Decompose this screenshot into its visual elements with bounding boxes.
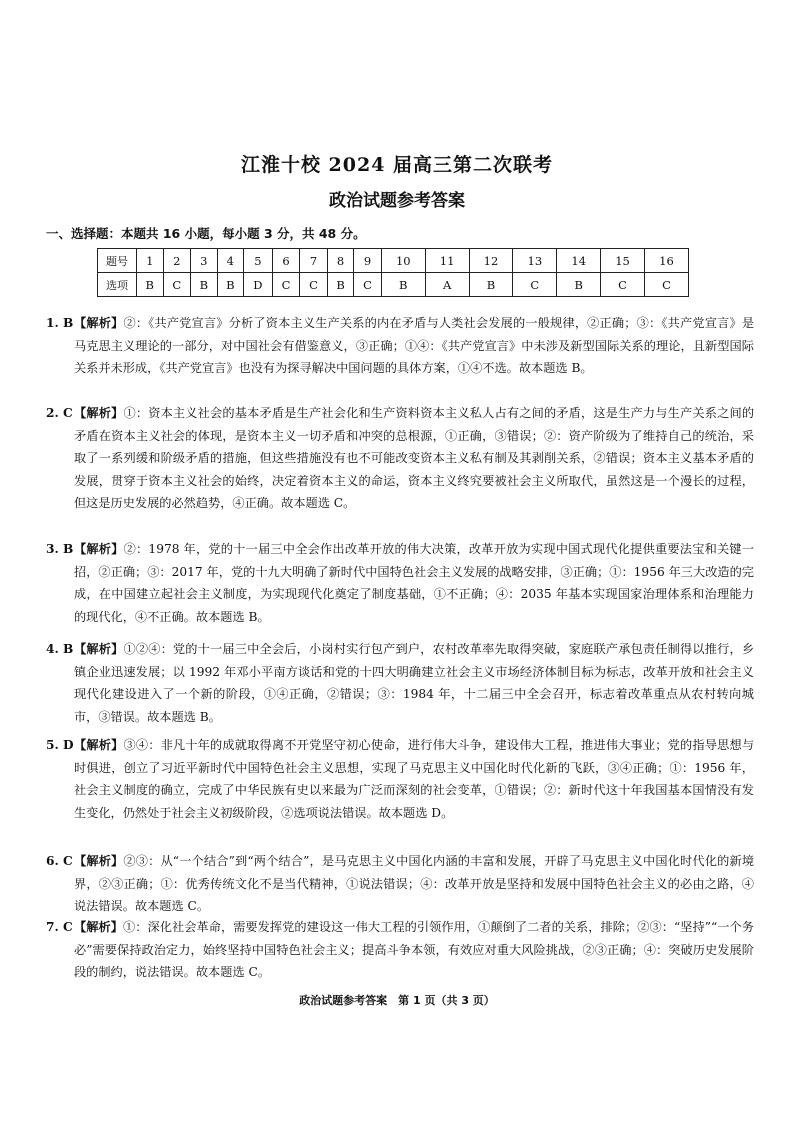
explanation-number: 2. C	[46, 406, 73, 420]
explanation-text: ②③：从“一个结合”到“两个结合”，是马克思主义中国化内涵的丰富和发展，开辟了马克思主义中国化时代化的新境界，②③正确；①：优秀传统文化不是当代精神，①说法错误；④：改革开放是坚持和发展中国特色社会主义的必由之路，④说法错误。故本题选 C。	[74, 854, 755, 914]
answer-option: A	[425, 273, 469, 297]
explanation-tag: 【解析】	[74, 542, 124, 556]
answer-table	[97, 248, 689, 297]
explanation-text: ①：深化社会革命，需要发挥党的建设这一伟大工程的引领作用，①颠倒了二者的关系，排除；②③：“坚持”“一个务必”需要保持政治定力，始终坚持中国特色社会主义；提高斗争本领，有效应对重大风险挑战，②③正确；④：突破历史发展阶段的制约，说法错误。故本题选 C。	[74, 920, 754, 980]
explanation-number: 4. B	[46, 642, 74, 656]
explanation-tag: 【解析】	[74, 316, 124, 330]
explanation-tag: 【解析】	[74, 642, 124, 656]
explanation-item	[46, 916, 754, 984]
question-number: 14	[557, 249, 601, 273]
question-number: 12	[469, 249, 513, 273]
question-number: 4	[217, 249, 244, 273]
row-label-number: 题号	[98, 249, 137, 273]
answer-option: C	[272, 273, 300, 297]
question-number: 2	[163, 249, 191, 273]
question-number: 11	[425, 249, 469, 273]
answer-option: C	[300, 273, 328, 297]
question-number: 3	[191, 249, 218, 273]
explanation-number: 3. B	[46, 542, 74, 556]
explanation-number: 6. C	[46, 854, 73, 868]
question-number: 1	[137, 249, 164, 273]
answer-option: B	[137, 273, 164, 297]
question-number: 15	[601, 249, 645, 273]
explanation-tag: 【解析】	[74, 406, 124, 420]
answer-option: C	[601, 273, 645, 297]
explanation-item	[46, 638, 754, 728]
answer-option: B	[327, 273, 354, 297]
question-number: 8	[327, 249, 354, 273]
explanation-tag: 【解析】	[74, 738, 124, 752]
question-number: 10	[381, 249, 425, 273]
section-heading: 一、选择题：本题共 16 小题，每小题 3 分，共 48 分。	[46, 226, 366, 241]
question-number: 6	[272, 249, 300, 273]
answer-option: C	[513, 273, 557, 297]
answer-option: B	[381, 273, 425, 297]
answer-option: C	[163, 273, 191, 297]
question-number: 16	[644, 249, 688, 273]
row-label-option: 选项	[98, 273, 137, 297]
answer-option: C	[354, 273, 382, 297]
explanation-item	[46, 850, 754, 918]
explanation-item	[46, 734, 754, 824]
answer-option: D	[244, 273, 273, 297]
explanation-item	[46, 538, 754, 628]
explanation-item	[46, 402, 754, 515]
answer-table-option-row	[98, 273, 689, 297]
answer-option: B	[217, 273, 244, 297]
explanation-text: ②：1978 年，党的十一届三中全会作出改革开放的伟大决策，改革开放为实现中国式现代化提供重要法宝和关键一招，②正确；③：2017 年，党的十九大明确了新时代中国特色社会主义发展的战略安排，③正确；①：1956 年三大改造的完成，在中国建立起社会主义制度，为实现现代化奠定了制度基础，①不正确；④：2035 年基本实现国家治理体系和治理能力的现代化，④不正确。故本题选 B。	[74, 542, 755, 624]
explanation-number: 5. D	[46, 738, 74, 752]
explanation-item	[46, 312, 754, 380]
question-number: 9	[354, 249, 382, 273]
explanation-tag: 【解析】	[74, 854, 124, 868]
answer-option: C	[644, 273, 688, 297]
answer-option: B	[469, 273, 513, 297]
explanation-text: ③④：非凡十年的成就取得离不开党坚守初心使命，进行伟大斗争，建设伟大工程，推进伟大事业；党的指导思想与时俱进，创立了习近平新时代中国特色社会主义思想，实现了马克思主义中国化时代化新的飞跃，③④正确；①：1956 年，社会主义制度的确立，完成了中华民族有史以来最为广泛而深刻的社会变革，①错误；②：新时代这十年我国基本国情没有发生变化，仍然处于社会主义初级阶段，②选项说法错误。故本题选 D。	[74, 738, 755, 820]
explanation-number: 7. C	[46, 920, 73, 934]
explanation-tag: 【解析】	[74, 920, 123, 934]
question-number: 13	[513, 249, 557, 273]
explanation-text: ②：《共产党宣言》分析了资本主义生产关系的内在矛盾与人类社会发展的一般规律，②正确；③：《共产党宣言》是马克思主义理论的一部分，对中国社会有借鉴意义，③正确；①④：《共产党宣言》中未涉及新型国际关系的理论，且新型国际关系并未形成，《共产党宣言》也没有为探寻解决中国问题的具体方案，①④不选。故本题选 B。	[74, 316, 755, 376]
explanation-text: ①②④：党的十一届三中全会后，小岗村实行包产到户，农村改革率先取得突破，家庭联产承包责任制得以推行，乡镇企业迅速发展；以 1992 年邓小平南方谈话和党的十四大明确建立社会主义市场经济体制目标为标志，改革开放和社会主义现代化建设进入了一个新的阶段，①④正确，②错误；③：1984 年，十二届三中全会召开，标志着改革重点从农村转向城市，③错误。故本题选 B。	[74, 642, 755, 724]
page-footer: 政治试题参考答案 第 1 页（共 3 页）	[299, 994, 495, 1007]
explanation-number: 1. B	[46, 316, 74, 330]
question-number: 7	[300, 249, 328, 273]
question-number: 5	[244, 249, 273, 273]
page-title: 江淮十校 2024 届高三第二次联考	[240, 154, 554, 176]
explanation-text: ①：资本主义社会的基本矛盾是生产社会化和生产资料资本主义私人占有之间的矛盾，这是生产力与生产关系之间的矛盾在资本主义社会的体现，是资本主义一切矛盾和冲突的总根源，①正确，③错误；②：资产阶级为了维持自己的统治，采取了一系列缓和阶级矛盾的措施，但这些措施没有也不可能改变资本主义私有制及其剥削关系，②错误；资本主义基本矛盾的发展，贯穿于资本主义社会的始终，决定着资本主义的命运，资本主义终究要被社会主义所取代，虽然这是一个漫长的过程，但这是历史发展的必然趋势，④正确。故本题选 C。	[74, 406, 755, 511]
page-subtitle: 政治试题参考答案	[329, 191, 465, 211]
answer-option: B	[557, 273, 601, 297]
answer-option: B	[191, 273, 218, 297]
answer-table-number-row	[98, 249, 689, 273]
